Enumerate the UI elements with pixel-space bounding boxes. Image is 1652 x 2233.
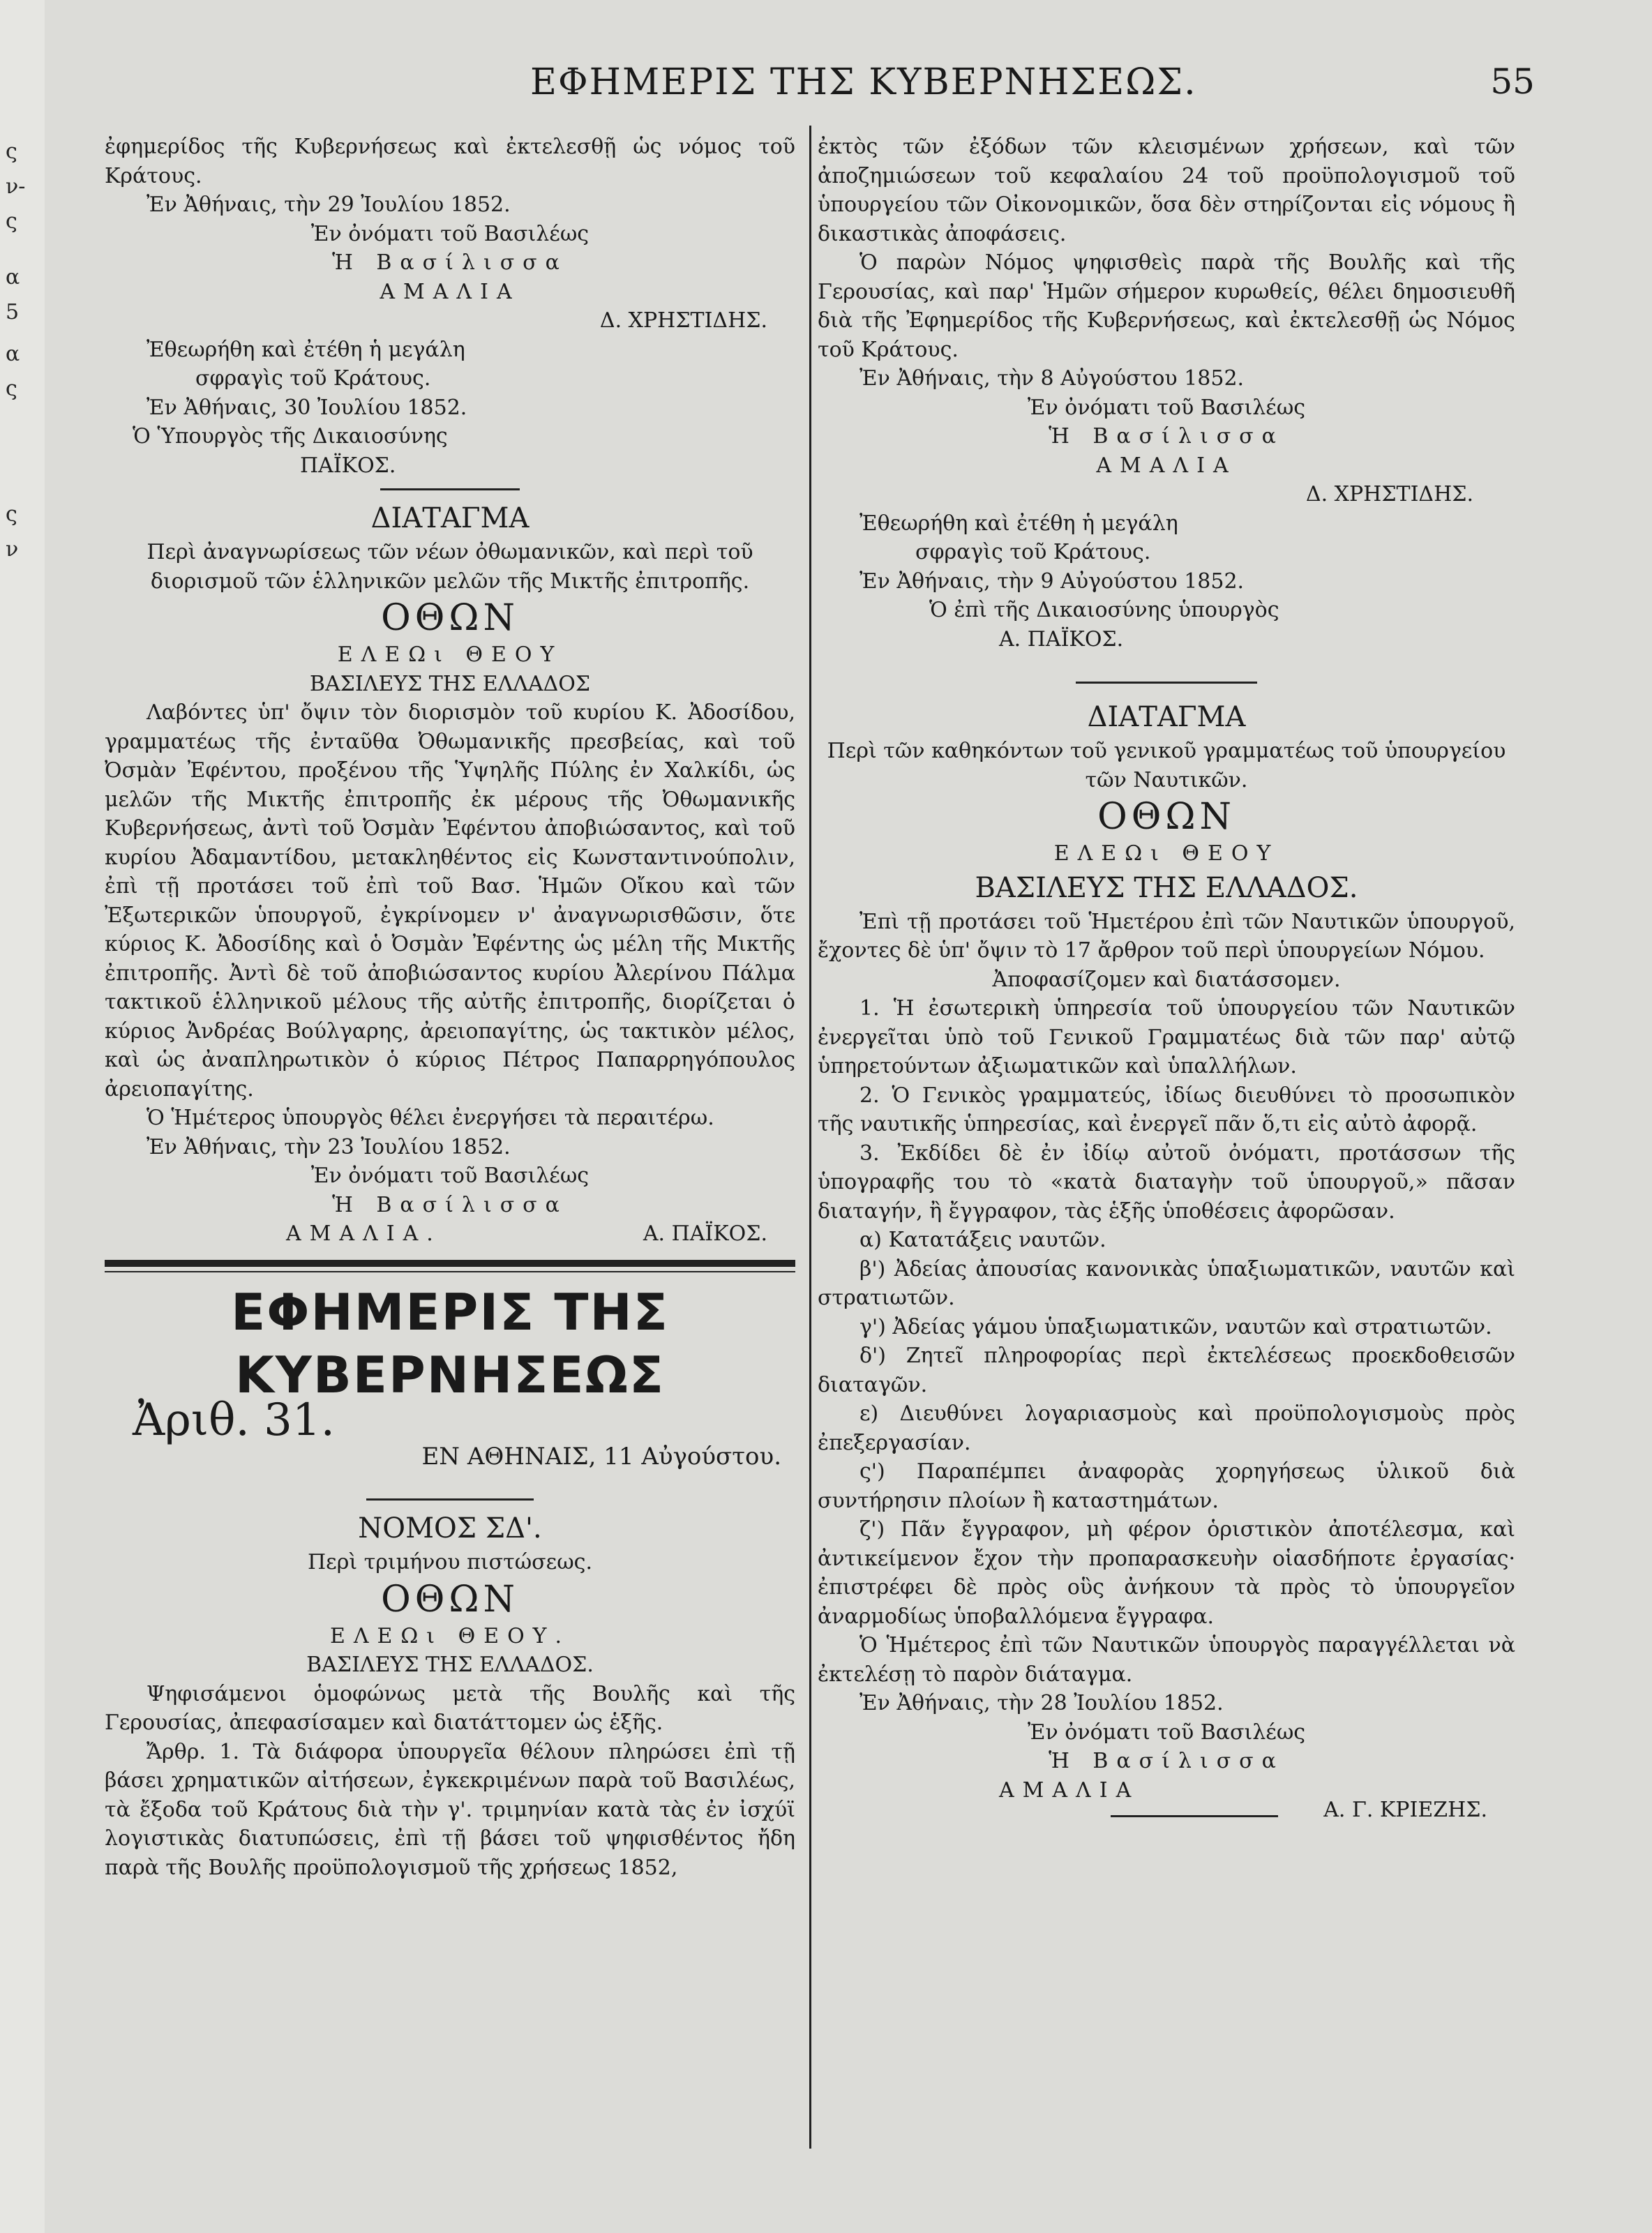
- otho-heading: ΟΘΩΝ: [1097, 796, 1236, 838]
- issue-rule-thick: [105, 1260, 795, 1267]
- amalia-signature: ΑΜΑΛΙΑ: [380, 279, 520, 304]
- decree-item: γ') Ἀδείας γάμου ὑπαξιωματικῶν, ναυτῶν καὶ στρατιωτῶν.: [859, 1314, 1492, 1339]
- margin-char: α: [6, 265, 20, 290]
- decree-closing: Ὁ Ἡμέτερος ὑπουργὸς θέλει ἐνεργήσει τὰ περαιτέρω.: [147, 1106, 714, 1130]
- decree-decide: Ἀποφασίζομεν καὶ διατάσσομεν.: [992, 967, 1341, 992]
- newspaper-banner: ΕΦΗΜΕΡΙΣ ΤΗΣ ΚΥΒΕΡΝΗΣΕΩΣ: [231, 1283, 669, 1404]
- margin-char: ς: [6, 140, 17, 164]
- decree-title: ΔΙΑΤΑΓΜΑ: [1087, 701, 1246, 733]
- in-name-of-king: Ἐν ὀνόματι τοῦ Βασιλέως: [310, 1164, 590, 1188]
- decree-subtitle: Περὶ τῶν καθηκόντων τοῦ γενικοῦ γραμματέως τοῦ ὑπουργείου τῶν Ναυτικῶν.: [827, 739, 1506, 792]
- decree-title: ΔΙΑΤΑΓΜΑ: [370, 502, 530, 534]
- minister-signature: Α. Γ. ΚΡΙΕΖΗΣ.: [1323, 1797, 1487, 1822]
- page-header: [488, 61, 1535, 117]
- issue-rule-thin: [105, 1271, 795, 1272]
- decree-date: Ἐν Ἀθήναις, τὴν 28 Ἰουλίου 1852.: [859, 1691, 1224, 1715]
- decree-preamble: Ἐπὶ τῇ προτάσει τοῦ Ἡμετέρου ἐπὶ τῶν Ναυτικῶν ὑπουργοῦ, ἔχοντες δὲ ὑπ' ὄψιν τὸ 17 ἄρθρον τοῦ περὶ ὑπουργείων Νόμου.: [818, 909, 1515, 963]
- margin-char: ς: [6, 209, 17, 234]
- law-publication: Ὁ παρὼν Νόμος ψηφισθεὶς παρὰ τῆς Βουλῆς καὶ τῆς Γερουσίας, καὶ παρ' Ἡμῶν σήμερον κυρωθείς, θέλει δημοσιευθῆ διὰ τῆς Ἐφημερίδος τῆς Κυβερνήσεως, καὶ ἐκτελεσθῇ ὡς Νόμος τοῦ Κράτους.: [818, 250, 1515, 362]
- law-title: ΝΟΜΟΣ ΣΔ'.: [358, 1512, 542, 1544]
- decree-article-2: 2. Ὁ Γενικὸς γραμματεύς, ἰδίως διευθύνει τὸ προσωπικὸν τῆς ναυτικῆς ὑπηρεσίας, καὶ ἐνεργεῖ πᾶν ὅ,τι εἰς αὐτὸ ἀφορᾷ.: [818, 1083, 1515, 1136]
- decree-item: β') Ἀδείας ἀπουσίας κανονικὰς ὑπαξιωματικῶν, ναυτῶν καὶ στρατιωτῶν.: [818, 1256, 1515, 1310]
- decree-closing: Ὁ Ἡμέτερος ἐπὶ τῶν Ναυτικῶν ὑπουργὸς παραγγέλλεται νὰ ἐκτελέσῃ τὸ παρὸν διάταγμα.: [818, 1633, 1515, 1687]
- page-number: 55: [1490, 61, 1535, 102]
- issue-row: [105, 1394, 795, 1490]
- decree-article-3: 3. Ἐκδίδει δὲ ἐν ἰδίῳ αὐτοῦ ὀνόματι, προτάσσων τῆς ὑπογραφῆς του τὸ «κατὰ διαταγὴν τοῦ ὑπουργοῦ,» πᾶσαν διαταγήν, ἢ ἔγγραφον, τὰς ἑξῆς ὑποθέσεις ἀφορῶσαν.: [818, 1141, 1515, 1224]
- left-margin-fragment: [0, 0, 45, 2233]
- queen-line: Ἡ Βασίλισσα: [332, 250, 568, 275]
- margin-char: ς: [6, 502, 17, 527]
- seal-line: Ἐθεωρήθη καὶ ἐτέθη ἡ μεγάλη: [147, 337, 465, 362]
- law-date: Ἐν Ἀθήναις, τὴν 8 Αὐγούστου 1852.: [859, 366, 1245, 391]
- law-subtitle: Περὶ τριμήνου πιστώσεως.: [307, 1550, 593, 1574]
- justice-minister-label: Ὁ ἐπὶ τῆς Δικαιοσύνης ὑπουργὸς: [929, 598, 1279, 622]
- amalia-signature: ΑΜΑΛΙΑ: [999, 1777, 1140, 1803]
- law-continuation: ἐκτὸς τῶν ἐξόδων τῶν κλεισμένων χρήσεων, καὶ τῶν ἀποζημιώσεων τοῦ κεφαλαίου 24 τοῦ προϋπολογισμοῦ τοῦ ὑπουργείου τῶν Οἰκονομικῶν, ὅσα δὲν στηρίζονται εἰς νόμους ἢ δικαστικὰς ἀποφάσεις.: [818, 135, 1515, 246]
- seal-line: σφραγὶς τοῦ Κράτους.: [915, 540, 1151, 564]
- king-of-greece: ΒΑΣΙΛΕΥΣ ΤΗΣ ΕΛΛΑΔΟΣ: [309, 671, 591, 696]
- seal-line: Ἐθεωρήθη καὶ ἐτέθη ἡ μεγάλη: [859, 511, 1178, 536]
- left-column: [105, 133, 795, 1882]
- intro-date: Ἐν Ἀθήναις, τὴν 29 Ἰουλίου 1852.: [147, 193, 511, 217]
- decree-item: α) Κατατάξεις ναυτῶν.: [859, 1228, 1106, 1252]
- right-column: [818, 133, 1515, 1826]
- seal-date: Ἐν Ἀθήναις, 30 Ἰουλίου 1852.: [147, 395, 467, 420]
- section-rule: [380, 488, 520, 490]
- signature-row: [105, 1219, 795, 1250]
- otho-heading: ΟΘΩΝ: [381, 597, 519, 639]
- margin-char: α: [6, 342, 20, 366]
- in-name-of-king: Ἐν ὀνόματι τοῦ Βασιλέως: [1027, 395, 1306, 420]
- queen-line: Ἡ Βασίλισσα: [332, 1192, 568, 1217]
- decree-item: ζ') Πᾶν ἔγγραφον, μὴ φέρον ὁριστικὸν ἀποτέλεσμα, καὶ ἀντικείμενον ἔχον τὴν προπαρασκευὴν οἱασδήποτε ἐργασίας· ἐπιστρέφει δὲ πρὸς οὓς ἀνήκουν τὰ πρὸς τὸ ὑπουργεῖον ἀναρμοδίως ὑποβαλλόμενα ἔγγραφα.: [818, 1517, 1515, 1629]
- section-rule: [1076, 682, 1257, 684]
- decree-subtitle: Περὶ ἀναγνωρίσεως τῶν νέων ὀθωμανικῶν, καὶ περὶ τοῦ διορισμοῦ τῶν ἑλληνικῶν μελῶν τῆς Μικτῆς ἐπιτροπῆς.: [147, 540, 753, 594]
- in-name-of-king: Ἐν ὀνόματι τοῦ Βασιλέως: [1027, 1720, 1306, 1745]
- seal-line: σφραγὶς τοῦ Κράτους.: [195, 366, 431, 391]
- grace-of-god: ΕΛΕΩι ΘΕΟΥ.: [329, 1623, 571, 1648]
- in-name-of-king: Ἐν ὀνόματι τοῦ Βασιλέως: [310, 221, 590, 246]
- grace-of-god: ΕΛΕΩι ΘΕΟΥ: [337, 642, 563, 667]
- amalia-signature: ΑΜΑΛΙΑ: [1096, 453, 1237, 478]
- margin-char: 5: [6, 300, 20, 324]
- decree-item: δ') Ζητεῖ πληροφορίας περὶ ἐκτελέσεως προεκδοθεισῶν διαταγῶν.: [818, 1344, 1515, 1397]
- margin-char: ς: [6, 377, 17, 401]
- queen-line: Ἡ Βασίλισσα: [1049, 424, 1284, 449]
- king-of-greece: ΒΑΣΙΛΕΥΣ ΤΗΣ ΕΛΛΑΔΟΣ.: [975, 871, 1358, 904]
- queen-line: Ἡ Βασίλισσα: [1049, 1749, 1284, 1773]
- decree-date: Ἐν Ἀθήναις, τὴν 23 Ἰουλίου 1852.: [147, 1134, 511, 1159]
- issue-number: Ἀριθ. 31.: [133, 1394, 335, 1446]
- minister-signature: Δ. ΧΡΗΣΤΙΔΗΣ.: [599, 308, 767, 333]
- otho-heading: ΟΘΩΝ: [381, 1578, 519, 1621]
- paikos-signature: Α. ΠΑΪΚΟΣ.: [999, 626, 1124, 652]
- decree-item: ς') Παραπέμπει ἀναφορὰς χορηγήσεως ὑλικοῦ διὰ συντήρησιν πλοίων ἢ καταστημάτων.: [818, 1459, 1515, 1513]
- margin-char: ν: [6, 537, 19, 562]
- decree-body: Λαβόντες ὑπ' ὄψιν τὸν διορισμὸν τοῦ κυρίου Κ. Ἀδοσίδου, γραμματέως τῆς ἐνταῦθα Ὀθωμανικῆς πρεσβείας, καὶ τοῦ Ὀσμὰν Ἐφέντου, προξένου τῆς Ὑψηλῆς Πύλης ἐν Χαλκίδι, ὡς μελῶν τῆς Μικτῆς ἐπιτροπῆς ἐκ μέρους τῆς Ὀθωμανικῆς Κυβερνήσεως, ἀντὶ τοῦ Ὀσμὰν Ἐφέντου ἀποβιώσαντος, καὶ τοῦ κυρίου Ἀδαμαντίδου, μετακληθέντος εἰς Κωνσταντινούπολιν, ἐπὶ τῇ προτάσει τοῦ ἐπὶ τοῦ Βασ. Ἡμῶν Οἴκου καὶ τῶν Ἐξωτερικῶν ὑπουργοῦ, ἐγκρίνομεν ν' ἀναγνωρισθῶσιν, ὅτε κύριος Κ. Ἀδοσίδης καὶ ὁ Ὀσμὰν Ἐφέντης ὡς μέλη τῆς Μικτῆς ἐπιτροπῆς. Ἀντὶ δὲ τοῦ ἀποβιώσαντος κυρίου Ἀλερίνου Πάλμα τακτικοῦ ἑλληνικοῦ μέλους τῆς αὐτῆς ἐπιτροπῆς, διορίζεται ὁ κύριος Ἀνδρέας Βούλγαρης, ἀρειοπαγίτης, ὡς τακτικὸν μέλος, καὶ ὡς ἀναπληρωτικὸν ὁ κύριος Πέτρος Παπαρρηγόπουλος ἀρειοπαγίτης.: [105, 700, 795, 1102]
- column-divider: [809, 126, 811, 2149]
- decree-item: ε) Διευθύνει λογαριασμοὺς καὶ προϋπολογισμοὺς πρὸς ἐπεξεργασίαν.: [818, 1401, 1515, 1455]
- law-article-1: Ἄρθρ. 1. Τὰ διάφορα ὑπουργεῖα θέλουν πληρώσει ἐπὶ τῇ βάσει χρηματικῶν αἰτήσεων, ἐγκεκριμένων παρὰ τοῦ Βασιλέως, τὰ ἔξοδα τοῦ Κράτους διὰ τὴν γ'. τριμηνίαν κατὰ τὰς ἐν ἰσχύϊ λογιστικὰς διατυπώσεις, ἐπὶ τῇ βάσει τοῦ ψηφισθέντος ἤδη παρὰ τῆς Βουλῆς προϋπολογισμοῦ τῆς χρήσεως 1852,: [105, 1739, 795, 1880]
- paikos-signature: ΠΑΪΚΟΣ.: [300, 453, 396, 478]
- minister-signature: Δ. ΧΡΗΣΤΙΔΗΣ.: [1305, 482, 1473, 506]
- margin-char: ν-: [6, 174, 26, 199]
- intro-text: ἐφημερίδος τῆς Κυβερνήσεως καὶ ἐκτελεσθῇ ὡς νόμος τοῦ Κράτους.: [105, 135, 795, 188]
- grace-of-god: ΕΛΕΩι ΘΕΟΥ: [1053, 841, 1279, 866]
- section-rule: [1111, 1815, 1278, 1817]
- justice-minister-label: Ὁ Ὑπουργὸς τῆς Δικαιοσύνης: [133, 424, 448, 449]
- law-preamble: Ψηφισάμενοι ὁμοφώνως μετὰ τῆς Βουλῆς καὶ τῆς Γερουσίας, ἀπεφασίσαμεν καὶ διατάττομεν ὡς ἑξῆς.: [105, 1681, 795, 1735]
- signature-row: [818, 1776, 1515, 1822]
- decree-article-1: 1. Ἡ ἐσωτερικὴ ὑπηρεσία τοῦ ὑπουργείου τῶν Ναυτικῶν ἐνεργεῖται ὑπὸ τοῦ Γενικοῦ Γραμματέως διὰ τῶν παρ' αὐτῷ ὑπηρετούντων ἀξιωματικῶν καὶ ὑπαλλήλων.: [818, 996, 1515, 1078]
- amalia-signature: ΑΜΑΛΙΑ.: [286, 1221, 442, 1246]
- issue-date: ΕΝ ΑΘΗΝΑΙΣ, 11 Αὐγούστου.: [421, 1443, 781, 1471]
- seal-date: Ἐν Ἀθήναις, τὴν 9 Αὐγούστου 1852.: [859, 569, 1245, 594]
- king-of-greece: ΒΑΣΙΛΕΥΣ ΤΗΣ ΕΛΛΑΔΟΣ.: [306, 1653, 594, 1677]
- section-rule: [366, 1498, 534, 1501]
- newspaper-running-title: ΕΦΗΜΕΡΙΣ ΤΗΣ ΚΥΒΕΡΝΗΣΕΩΣ.: [530, 61, 1197, 103]
- minister-signature: Α. ΠΑΪΚΟΣ.: [643, 1221, 767, 1246]
